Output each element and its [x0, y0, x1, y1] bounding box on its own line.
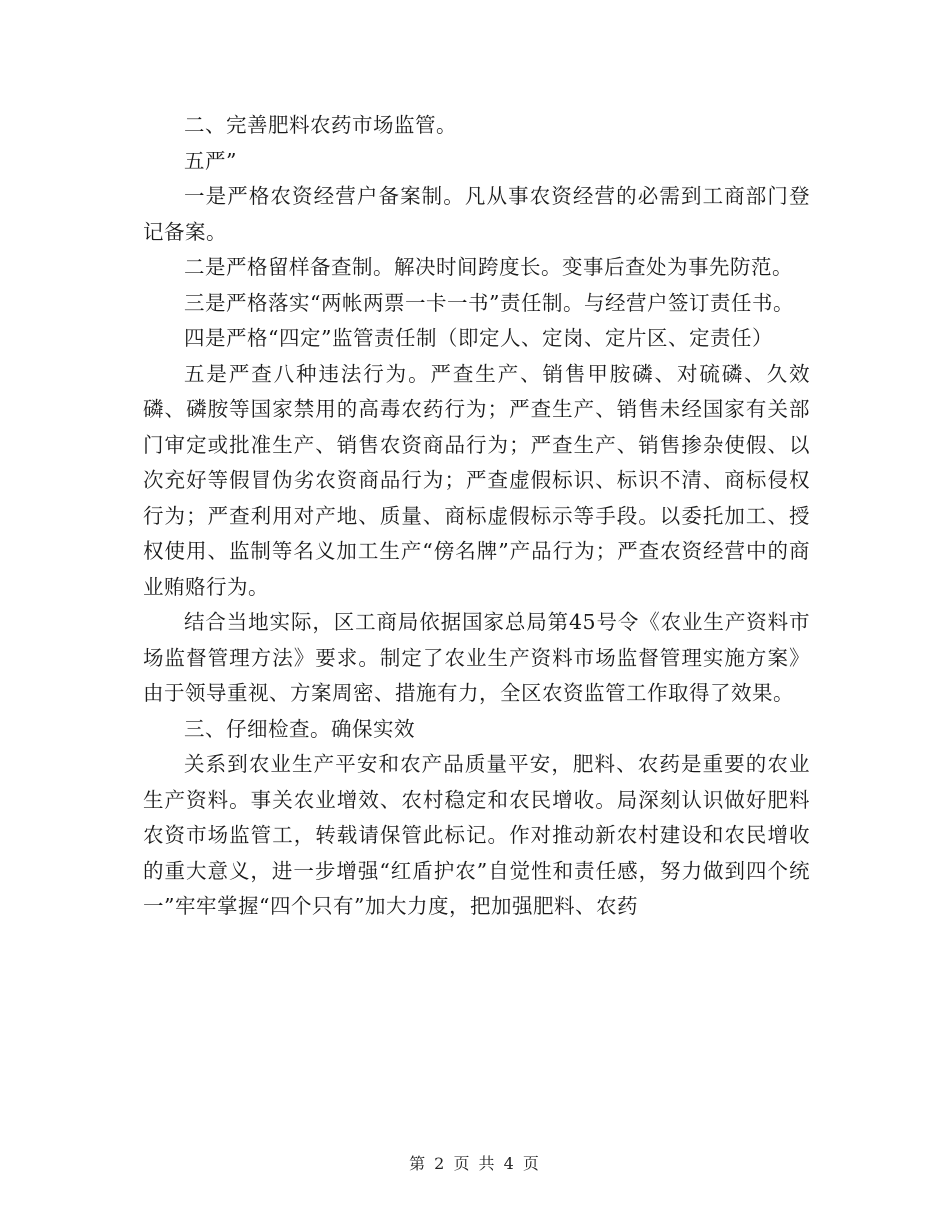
page-number-footer: 第 2 页 共 4 页 — [409, 1154, 541, 1173]
document-body — [143, 108, 810, 925]
paragraph-section-three-body: 关系到农业生产平安和农产品质量平安，肥料、农药是重要的农业生产资料。事关农业增效、农村稳定和农民增收。局深刻认识做好肥料农资市场监管工，转载请保管此标记。作对推动新农村建设和农民增收的重大意义，进一步增强“红盾护农”自觉性和责任感，努力做到四个统一”牢牢掌握“四个只有”加大力度，把加强肥料、农药 — [143, 752, 810, 918]
paragraph-local-practice: 结合当地实际，区工商局依据国家总局第45号令《农业生产资料市场监督管理方法》要求。制定了农业生产资料市场监督管理实施方案》由于领导重视、方案周密、措施有力，全区农资监管工作取得了效果。 — [143, 610, 810, 705]
paragraph-item-one: 一是严格农资经营户备案制。凡从事农资经营的必需到工商部门登记备案。 — [143, 184, 810, 244]
paragraph-item-two: 二是严格留样备查制。解决时间跨度长。变事后查处为事先防范。 — [184, 255, 793, 279]
paragraph-item-four: 四是严格“四定”监管责任制（即定人、定岗、定片区、定责任） — [184, 326, 773, 350]
paragraph-five-strict: 五严” — [184, 148, 237, 173]
paragraph-item-three: 三是严格落实“两帐两票一卡一书”责任制。与经营户签订责任书。 — [184, 290, 794, 315]
paragraph-section-three-heading: 三、仔细检查。确保实效 — [184, 716, 415, 741]
paragraph-item-five: 五是严查八种违法行为。严查生产、销售甲胺磷、对硫磷、久效磷、磷胺等国家禁用的高毒农药行为；严查生产、销售未经国家有关部门审定或批准生产、销售农资商品行为；严查生产、销售掺杂使假、以次充好等假冒伪劣农资商品行为；严查虚假标识、标识不清、商标侵权行为；严查利用对产地、质量、商标虚假标示等手段。以委托加工、授权使用、监制等名义加工生产“傍名牌”产品行为；严查农资经营中的商业贿赂行为。 — [143, 361, 810, 599]
paragraph-section-two-heading: 二、完善肥料农药市场监管。 — [184, 113, 457, 137]
